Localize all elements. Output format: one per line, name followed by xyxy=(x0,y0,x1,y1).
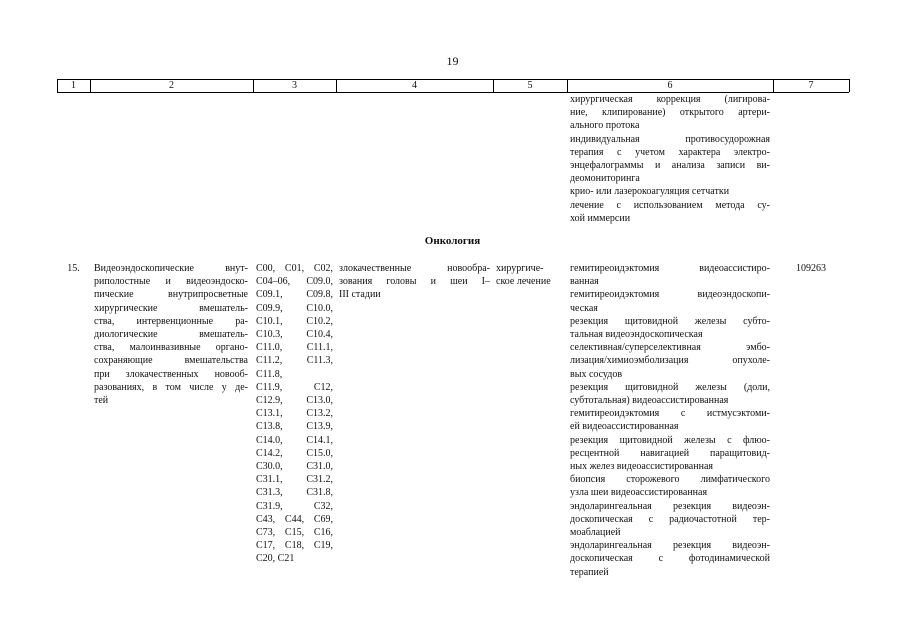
method-line: эндоларингеальная резекция видеоэн- xyxy=(570,500,770,512)
method-line: хирургическая коррекция (лигирова- xyxy=(570,94,770,105)
name-line: тей xyxy=(94,395,109,407)
method-line: ческая xyxy=(570,302,598,314)
code-line: C31.3, C31.8, xyxy=(256,487,333,499)
code-line: C09.1, C09.8, xyxy=(256,289,333,301)
method-line: индивидуальная противосудорожная xyxy=(570,133,770,145)
name-line: диологические вмешатель- xyxy=(94,329,248,341)
method-line: крио- или лазерокоагуляция сетчатки xyxy=(570,186,730,198)
method-line: биопсия сторожевого лимфатического xyxy=(570,474,770,486)
model-line: III стадии xyxy=(339,289,381,301)
name-line: риполостные и видеоэндоско- xyxy=(94,276,248,288)
code-line: C11.9, C12, xyxy=(256,381,333,393)
method-line: эндоларингеальная резекция видеоэн- xyxy=(570,540,770,552)
column-number-1: 1 xyxy=(71,80,76,91)
code-line: C17, C18, C19, xyxy=(256,540,333,552)
model-line: злокачественные новообра- xyxy=(339,263,490,274)
method-line: терапией xyxy=(570,566,609,578)
code-line: C11.0, C11.1, xyxy=(256,342,333,354)
name-line: при злокачественных новооб- xyxy=(94,368,248,380)
code-line: C43, C44, C69, xyxy=(256,513,333,525)
treatment-methods xyxy=(570,262,770,579)
method-line: резекция щитовидной железы с флюо- xyxy=(570,434,770,446)
method-line: доскопическая с радиочастотной тер- xyxy=(570,513,770,525)
code-line: C13.1, C13.2, xyxy=(256,408,333,420)
column-number-6: 6 xyxy=(667,80,673,91)
method-line: энцефалограммы и анализа записи ви- xyxy=(570,160,770,172)
method-line: ванная xyxy=(570,276,599,288)
code-line: C31.9, C32, xyxy=(256,500,333,512)
treatment-line: хирургиче- xyxy=(496,263,544,274)
diagnosis-codes xyxy=(256,262,333,566)
patient-model xyxy=(339,262,490,302)
method-line: ресцентной навигацией паращитовид- xyxy=(570,447,770,459)
method-line: вых сосудов xyxy=(570,368,623,380)
header-divider xyxy=(849,79,850,92)
method-line: деомониторинга xyxy=(570,173,640,185)
method-line: гемитиреоидэктомия видеоэндоскопи- xyxy=(570,289,770,301)
method-line: гемитиреоидэктомия с истмусэктоми- xyxy=(570,408,770,420)
code-line: C30.0, C31.0, xyxy=(256,461,333,473)
code-line: C14.2, C15.0, xyxy=(256,447,333,459)
method-line: субтотальная) видеоассистированная xyxy=(570,395,729,407)
code-line: C09.9, C10.0, xyxy=(256,302,333,314)
row-name xyxy=(94,262,248,407)
column-number-7: 7 xyxy=(808,80,814,91)
method-line: ние, клипирование) открытого артери- xyxy=(570,107,770,119)
code-line: C10.3, C10.4, xyxy=(256,329,333,341)
name-line: Видеоэндоскопические внут- xyxy=(94,263,248,274)
method-line: гемитиреоидэктомия видеоассистиро- xyxy=(570,263,770,274)
column-number-4: 4 xyxy=(412,80,417,91)
page-number: 19 xyxy=(446,54,459,68)
code-line: C11.2, C11.3, xyxy=(256,355,333,367)
treatment-type xyxy=(496,262,565,288)
code-line: C04–06, C09.0, xyxy=(256,276,333,288)
model-line: зования головы и шеи I– xyxy=(339,276,490,288)
method-line: узла шеи видеоассистированная xyxy=(570,487,708,499)
method-line: моаблацией xyxy=(570,527,621,539)
code-line: C14.0, C14.1, xyxy=(256,434,333,446)
method-line: резекция щитовидной железы (доли, xyxy=(570,381,770,393)
method-line: ей видеоассистированная xyxy=(570,421,679,433)
method-line: лизация/химиоэмболизация опухоле- xyxy=(570,355,770,367)
section-title: Онкология xyxy=(424,235,481,247)
code-line: C73, C15, C16, xyxy=(256,527,333,539)
cost-value: 109263 xyxy=(796,263,826,274)
code-line: C31.1, C31.2, xyxy=(256,474,333,486)
method-line: хой иммерсии xyxy=(570,212,631,224)
method-line: доскопическая с фотодинамической xyxy=(570,553,770,565)
name-line: сохраняющие вмешательства xyxy=(94,355,248,367)
name-line: пические внутрипросветные xyxy=(94,289,248,301)
prev-row-methods xyxy=(570,93,770,225)
code-line: C20, C21 xyxy=(256,553,295,565)
method-line: резекция щитовидной железы субто- xyxy=(570,315,770,327)
name-line: ства, интервенционные ра- xyxy=(94,315,248,327)
method-line: ных желез видеоассистированная xyxy=(570,461,713,473)
method-line: ального протока xyxy=(570,120,640,132)
treatment-line: ское лечение xyxy=(496,276,551,288)
code-line: C00, C01, C02, xyxy=(256,263,333,274)
method-line: селективная/суперселективная эмбо- xyxy=(570,342,770,354)
method-line: терапия с учетом характера электро- xyxy=(570,146,770,158)
method-line: тальная видеоэндоскопическая xyxy=(570,329,703,341)
name-line: хирургические вмешатель- xyxy=(94,302,248,314)
code-line: C12.9, C13.0, xyxy=(256,395,333,407)
row-number: 15. xyxy=(67,263,80,274)
code-line: C10.1, C10.2, xyxy=(256,315,333,327)
name-line: разованиях, в том числе у де- xyxy=(94,381,248,393)
column-number-2: 2 xyxy=(169,80,174,91)
method-line: лечение с использованием метода су- xyxy=(570,199,770,211)
name-line: ства, малоинвазивные органо- xyxy=(94,342,248,354)
column-number-3: 3 xyxy=(292,80,297,91)
code-line: C11.8, xyxy=(256,368,283,380)
code-line: C13.8, C13.9, xyxy=(256,421,333,433)
column-number-5: 5 xyxy=(527,80,533,91)
